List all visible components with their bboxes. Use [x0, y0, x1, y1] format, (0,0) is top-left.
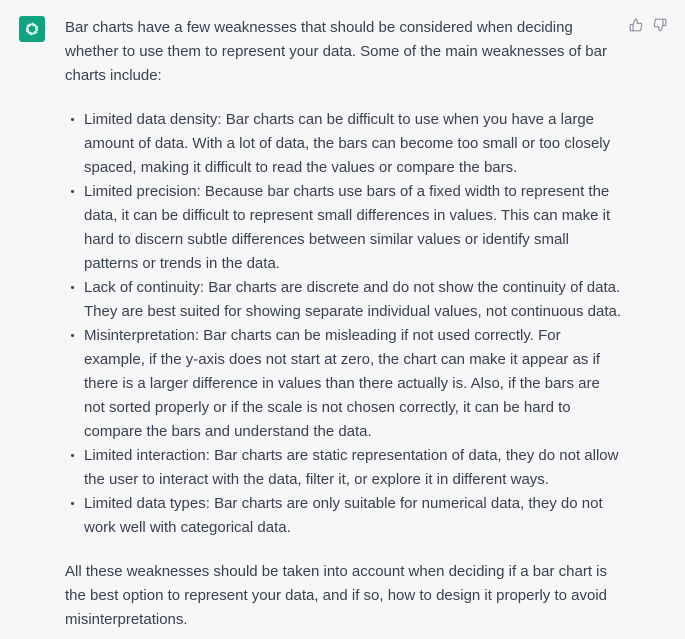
weakness-list: [65, 108, 621, 540]
list-item: Limited data density: Bar charts can be difficult to use when you have a large amount of data. With a lot of data, the bars can become too small or too closely spaced, making it difficult to read the values or compare the bars.: [84, 108, 621, 180]
message-intro: Bar charts have a few weaknesses that should be considered when deciding whether to use them to represent your data. Some of the main weaknesses of bar charts include:: [65, 19, 607, 84]
list-item: Limited precision: Because bar charts use bars of a fixed width to represent the data, it can be difficult to represent small differences in values. This can make it hard to discern subtle differences between similar values or identify small patterns or trends in the data.: [84, 180, 621, 276]
assistant-avatar: [19, 16, 45, 42]
openai-logo-icon: [23, 20, 41, 38]
thumbs-up-button[interactable]: [628, 17, 644, 33]
feedback-buttons: [628, 17, 668, 33]
list-item: Limited data types: Bar charts are only suitable for numerical data, they do not work well with categorical data.: [84, 492, 621, 540]
message-conclusion: All these weaknesses should be taken into account when deciding if a bar chart is the best option to represent your data, and if so, how to design it properly to avoid misinterpretations.: [65, 563, 607, 628]
list-item: Lack of continuity: Bar charts are discrete and do not show the continuity of data. They are best suited for showing separate individual values, not continuous data.: [84, 276, 621, 324]
thumbs-down-icon: [653, 18, 667, 32]
message-content: [65, 16, 621, 632]
thumbs-up-icon: [629, 18, 643, 32]
list-item: Misinterpretation: Bar charts can be misleading if not used correctly. For example, if the y-axis does not start at zero, the chart can make it appear as if there is a larger difference in values than there actually is. Also, if the bars are not sorted properly or if the scale is not chosen correctly, it can be hard to compare the bars and understand the data.: [84, 324, 621, 444]
thumbs-down-button[interactable]: [652, 17, 668, 33]
list-item: Limited interaction: Bar charts are static representation of data, they do not allow the user to interact with the data, filter it, or explore it in different ways.: [84, 444, 621, 492]
